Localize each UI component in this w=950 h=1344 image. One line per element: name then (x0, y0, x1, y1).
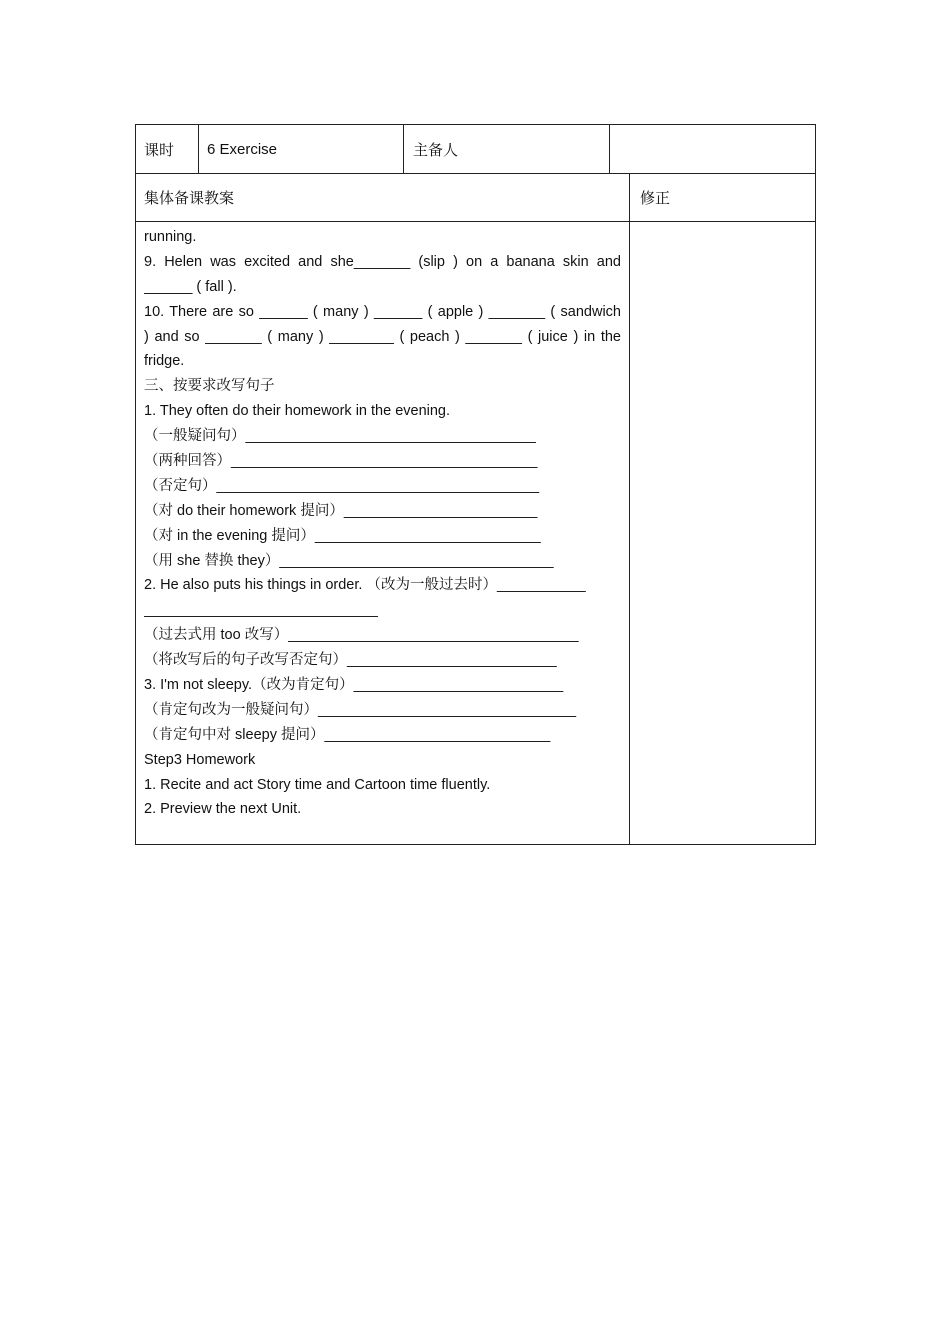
content-line: （否定句）________________________________________ (144, 477, 540, 494)
content-line: （两种回答）______________________________________ (144, 453, 538, 470)
label-lesson: 课时 (144, 141, 175, 159)
content-line: _____________________________ (144, 602, 378, 619)
content-line: （将改写后的句子改写否定句）__________________________ (144, 652, 557, 669)
content-line: running. (144, 229, 197, 245)
table-border-top (135, 124, 816, 125)
label-collective-plan: 集体备课教案 (144, 189, 235, 207)
label-preparer: 主备人 (413, 141, 459, 159)
table-row-divider-2 (135, 221, 816, 222)
content-line: 1. Recite and act Story time and Cartoon time fluently. (144, 776, 491, 793)
content-line: 1. They often do their homework in the evening. (144, 403, 451, 420)
body-col-divider (629, 173, 630, 845)
table-row-divider-1 (135, 173, 816, 174)
content-line: （肯定句改为一般疑问句）________________________________ (144, 701, 577, 718)
content-line: fridge. (144, 353, 185, 370)
header-col-divider-3 (609, 124, 610, 173)
content-line: （过去式用 too 改写）____________________________________ (144, 627, 579, 644)
content-line: （一般疑问句）____________________________________ (144, 428, 536, 445)
section-heading: 三、按要求改写句子 (144, 378, 275, 395)
content-line: ) and so _______ ( many ) ________ ( peach ) _______ ( juice ) in the (144, 328, 621, 345)
lesson-content (144, 225, 621, 822)
content-line: 2. Preview the next Unit. (144, 801, 302, 818)
content-line: 3. I'm not sleepy.（改为肯定句）__________________________ (144, 677, 564, 694)
header-col-divider-1 (198, 124, 199, 173)
table-border-left (135, 124, 136, 845)
label-revision: 修正 (640, 189, 671, 207)
table-border-bottom (135, 844, 816, 845)
content-line: 2. He also puts his things in order. （改为一般过去时）___________ (144, 577, 586, 594)
content-line: （用 she 替换 they）__________________________________ (144, 552, 554, 569)
content-line: 9. Helen was excited and she_______ (slip ) on a banana skin and (144, 253, 621, 270)
lesson-plan-table (135, 124, 816, 845)
content-line: 10. There are so ______ ( many ) ______ ( apple ) _______ ( sandwich (144, 303, 621, 320)
content-line: ______ ( fall ). (144, 278, 237, 295)
content-line: （对 in the evening 提问）____________________________ (144, 527, 541, 544)
table-border-right (815, 124, 816, 845)
lesson-value: 6 Exercise (207, 141, 278, 158)
content-line: Step3 Homework (144, 751, 256, 768)
header-col-divider-2 (403, 124, 404, 173)
content-line: （对 do their homework 提问）________________________ (144, 502, 538, 519)
content-line: （肯定句中对 sleepy 提问）____________________________ (144, 726, 551, 743)
